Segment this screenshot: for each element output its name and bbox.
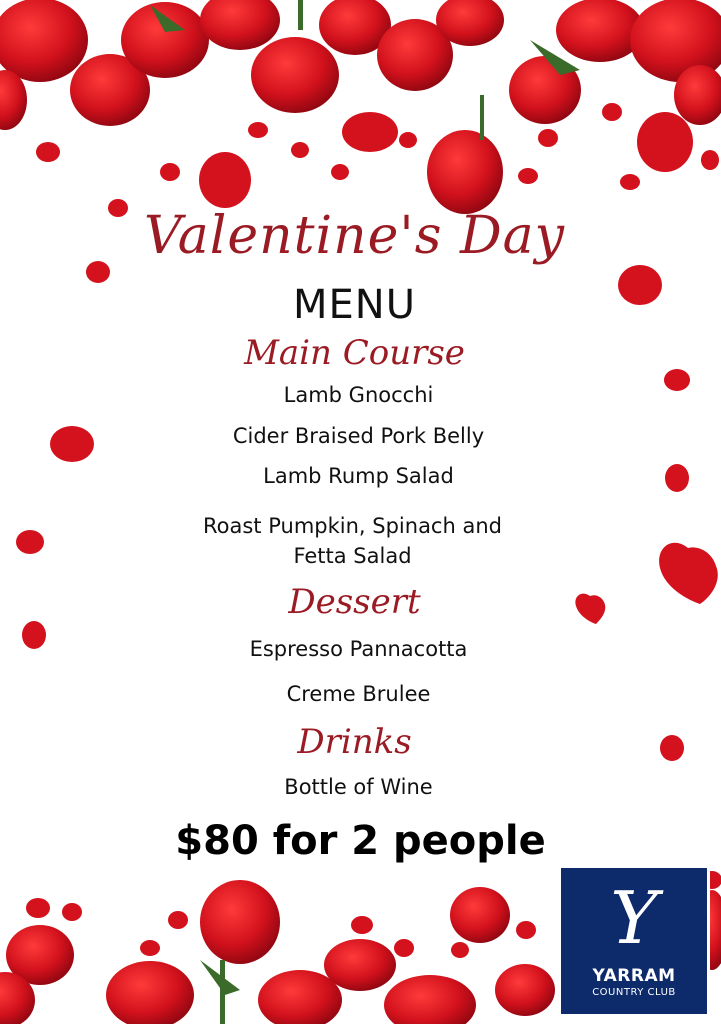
menu-item: Bottle of Wine	[284, 775, 433, 799]
menu-item-line: Roast Pumpkin, Spinach and	[203, 514, 502, 538]
menu-item: Lamb Rump Salad	[263, 464, 454, 488]
price-text: $80 for 2 people	[175, 818, 546, 864]
section-heading-drinks: Drinks	[297, 722, 412, 762]
menu-item-line: Fetta Salad	[293, 544, 412, 568]
club-logo	[561, 868, 707, 1014]
section-heading-dessert: Dessert	[288, 582, 421, 622]
menu-item: Creme Brulee	[286, 682, 431, 706]
menu-item: Cider Braised Pork Belly	[232, 424, 485, 448]
logo-mark: Y	[610, 876, 658, 960]
menu-item: Lamb Gnocchi	[283, 383, 434, 407]
logo-subtitle: COUNTRY CLUB	[592, 987, 676, 998]
section-heading-main-course: Main Course	[244, 333, 465, 373]
menu-subtitle: MENU	[293, 282, 416, 328]
logo-name: YARRAM	[592, 966, 676, 986]
stem-icon	[200, 960, 240, 1024]
menu-title: Valentine's Day	[143, 206, 566, 266]
menu-item: Espresso Pannacotta	[249, 637, 468, 661]
menu-item	[0, 511, 713, 571]
